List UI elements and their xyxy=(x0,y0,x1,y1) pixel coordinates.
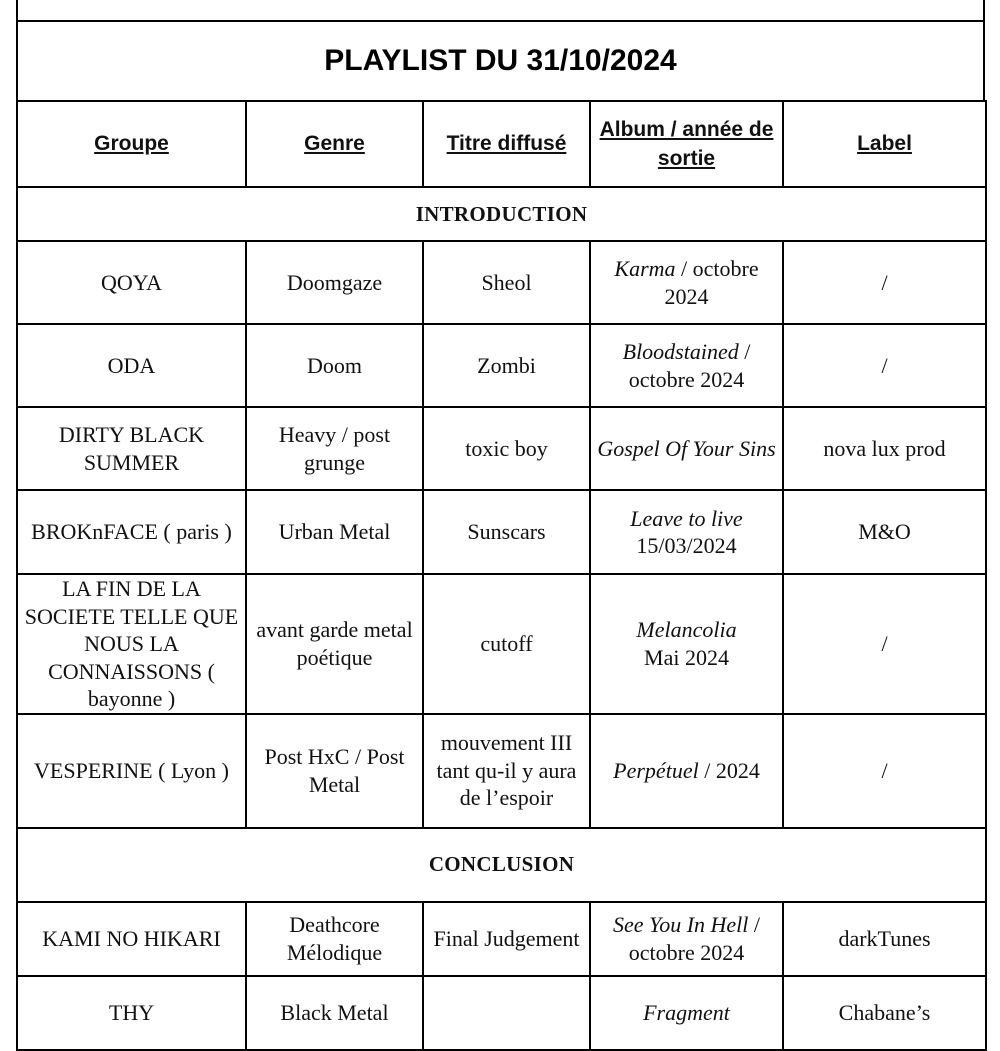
cell-album xyxy=(590,490,783,574)
cell-titre: Zombi xyxy=(423,324,590,407)
cell-album xyxy=(590,714,783,828)
header-album: Album / année de sortie xyxy=(590,101,783,187)
cell-label: / xyxy=(783,324,986,407)
header-genre: Genre xyxy=(246,101,423,187)
cell-groupe: KAMI NO HIKARI xyxy=(17,902,246,976)
cell-album xyxy=(590,574,783,714)
cell-album xyxy=(590,407,783,490)
cell-titre xyxy=(423,976,590,1050)
cell-groupe: VESPERINE ( Lyon ) xyxy=(17,714,246,828)
cell-groupe: BROKnFACE ( paris ) xyxy=(17,490,246,574)
table-row xyxy=(17,574,986,714)
cell-album xyxy=(590,902,783,976)
playlist-table xyxy=(16,100,987,1051)
table-row xyxy=(17,407,986,490)
album-title: Bloodstained xyxy=(622,339,739,364)
table-row xyxy=(17,902,986,976)
album-title: Fragment xyxy=(643,999,730,1025)
cell-genre: Deathcore Mélodique xyxy=(246,902,423,976)
album-title: Leave to live xyxy=(630,505,743,531)
cell-album xyxy=(590,324,783,407)
cell-genre: Doom xyxy=(246,324,423,407)
header-label: Label xyxy=(783,101,986,187)
cell-label: / xyxy=(783,241,986,324)
cell-album xyxy=(590,976,783,1050)
album-title: Karma xyxy=(614,256,676,281)
cell-label: darkTunes xyxy=(783,902,986,976)
cell-genre: Urban Metal xyxy=(246,490,423,574)
cell-genre: Black Metal xyxy=(246,976,423,1050)
album-date: / 2024 xyxy=(698,757,760,783)
cell-album xyxy=(590,241,783,324)
section-label: INTRODUCTION xyxy=(17,187,986,241)
cell-titre: mouvement III tant qu-il y aura de l’espoir xyxy=(423,714,590,828)
top-border-box xyxy=(16,0,985,22)
cell-genre: Heavy / post grunge xyxy=(246,407,423,490)
album-date: Mai 2024 xyxy=(644,644,729,670)
album-date: / octobre 2024 xyxy=(664,256,759,309)
cell-titre: Final Judgement xyxy=(423,902,590,976)
table-row xyxy=(17,241,986,324)
cell-label: / xyxy=(783,714,986,828)
cell-label: / xyxy=(783,574,986,714)
cell-groupe: DIRTY BLACK SUMMER xyxy=(17,407,246,490)
table-row xyxy=(17,490,986,574)
header-row xyxy=(17,101,986,187)
cell-groupe: ODA xyxy=(17,324,246,407)
cell-genre: avant garde metal poétique xyxy=(246,574,423,714)
album-date: / octobre 2024 xyxy=(628,339,751,392)
cell-groupe: QOYA xyxy=(17,241,246,324)
page-title: PLAYLIST DU 31/10/2024 xyxy=(16,20,985,102)
album-title: Perpétuel xyxy=(613,757,699,783)
cell-titre: cutoff xyxy=(423,574,590,714)
album-title: Gospel Of Your Sins xyxy=(597,435,776,461)
header-groupe: Groupe xyxy=(17,101,246,187)
album-title: Melancolia xyxy=(636,617,737,643)
album-title: See You In Hell xyxy=(612,912,749,937)
cell-groupe: THY xyxy=(17,976,246,1050)
cell-label: Chabane’s xyxy=(783,976,986,1050)
table-row xyxy=(17,714,986,828)
album-date: 15/03/2024 xyxy=(636,533,737,558)
cell-titre: toxic boy xyxy=(423,407,590,490)
section-row xyxy=(17,828,986,902)
cell-label: M&O xyxy=(783,490,986,574)
cell-label: nova lux prod xyxy=(783,407,986,490)
section-label: CONCLUSION xyxy=(17,828,986,902)
table-row xyxy=(17,324,986,407)
section-row xyxy=(17,187,986,241)
album-date: / octobre 2024 xyxy=(628,912,761,965)
cell-titre: Sheol xyxy=(423,241,590,324)
table-row xyxy=(17,976,986,1050)
cell-titre: Sunscars xyxy=(423,490,590,574)
header-titre: Titre diffusé xyxy=(423,101,590,187)
cell-genre: Doomgaze xyxy=(246,241,423,324)
cell-genre: Post HxC / Post Metal xyxy=(246,714,423,828)
cell-groupe: LA FIN DE LA SOCIETE TELLE QUE NOUS LA CONNAISSONS ( bayonne ) xyxy=(17,574,246,714)
